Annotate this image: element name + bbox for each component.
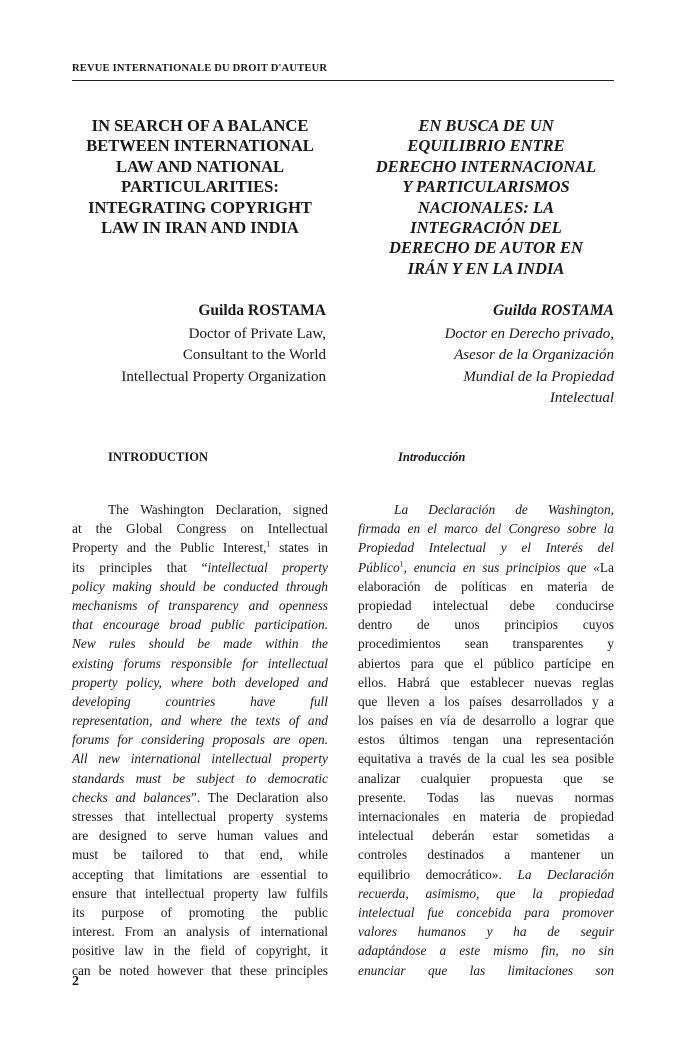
- title-line: IN SEARCH OF A BALANCE: [91, 116, 309, 135]
- title-spanish: [358, 116, 614, 279]
- body-line: abiertos para que el público partícipe en: [358, 655, 614, 671]
- body-text-run: Property and the Public Interest,: [72, 540, 267, 556]
- title-line: IRÁN Y EN LA INDIA: [407, 258, 565, 278]
- title-line: EQUILIBRIO ENTRE: [407, 136, 565, 156]
- body-line: [358, 558, 614, 577]
- title-line: NACIONALES: LA: [417, 197, 555, 217]
- body-line: equitativa a través de la cual les sea posible: [358, 751, 614, 767]
- body-line: its purpose of promoting the public: [72, 904, 328, 920]
- title-line: EN BUSCA DE UN: [418, 116, 554, 135]
- body-line: that encourage broad public participation.: [72, 617, 328, 633]
- body-spanish: [358, 500, 614, 980]
- affiliation-line: Mundial de la Propiedad: [463, 368, 614, 385]
- body-line: are designed to serve human values and: [72, 828, 328, 844]
- author-block-spanish: [358, 300, 614, 410]
- body-line: Propiedad Intelectual y el Interés del: [358, 540, 614, 556]
- body-line: internacionales en materia de propiedad: [358, 809, 614, 824]
- body-line: can be noted however that these principles: [72, 962, 328, 978]
- body-line: at the Global Congress on Intellectual: [72, 521, 328, 537]
- running-head: REVUE INTERNATIONALE DU DROIT D'AUTEUR: [72, 63, 328, 74]
- body-line: los países en vía de desarrollo a lograr que: [358, 713, 614, 729]
- affiliation-line: Doctor of Private Law,: [188, 325, 326, 342]
- section-heading-english: INTRODUCTION: [108, 450, 209, 464]
- quote-text-run: checks and balances: [72, 789, 191, 805]
- body-line: presente. Todas las nuevas normas: [358, 789, 614, 805]
- body-line: valores humanos y ha de seguir: [358, 924, 614, 940]
- body-line: The Washington Declaration, signed: [108, 502, 328, 517]
- body-line: policy making should be conducted through: [72, 578, 328, 594]
- body-text-run: its principles that “: [72, 559, 208, 575]
- body-line: recuerda, asimismo, que la propiedad: [358, 885, 614, 901]
- body-text-run: , enuncia en sus principios que «: [403, 559, 600, 575]
- page-number: 2: [72, 974, 79, 989]
- body-line: ellos. Habrá que establecer nuevas reglas: [358, 674, 614, 690]
- body-line: [72, 558, 328, 577]
- title-line: PARTICULARITIES:: [121, 177, 279, 197]
- author-name: Guilda ROSTAMA: [198, 302, 326, 319]
- author-affiliation: [358, 324, 614, 410]
- author-affiliation: [72, 324, 326, 389]
- body-line: que lleven a los países desarrollados y a: [358, 693, 614, 709]
- body-line: estos últimos tengan una representación: [358, 732, 614, 748]
- body-line: procedimientos sean transparentes y: [358, 636, 614, 652]
- affiliation-line: Asesor de la Organización: [454, 347, 614, 364]
- author-block-english: [72, 300, 326, 388]
- quote-text-run: intellectual property: [207, 559, 328, 575]
- body-line: mechanisms of transparency and openness: [72, 597, 328, 613]
- quote-text-run: La: [599, 559, 614, 575]
- body-line: property policy, where both developed and: [72, 674, 328, 690]
- title-line: LAW AND NATIONAL: [115, 156, 285, 176]
- footnote-ref: 1: [266, 539, 271, 549]
- header-rule: [72, 80, 614, 81]
- title-line: INTEGRATING COPYRIGHT: [88, 197, 312, 217]
- body-text-run: states in: [270, 540, 328, 556]
- body-english: [72, 500, 328, 980]
- body-text-run: La Declaración: [501, 866, 614, 882]
- body-line: forums for considering proposals are open.: [72, 732, 328, 748]
- affiliation-line: Intelectual: [549, 390, 614, 407]
- body-line: must be tailored to that end, while: [72, 847, 328, 863]
- body-line: enunciar que las limitaciones son: [358, 962, 614, 978]
- body-line: firmada en el marco del Congreso sobre la: [358, 521, 614, 537]
- body-line: propiedad intelectual debe conducirse: [358, 597, 614, 613]
- body-line: intelectual deberán estar sometidas a: [358, 828, 614, 844]
- title-line: LAW IN IRAN AND INDIA: [101, 218, 299, 238]
- body-line: New rules should be made within the: [72, 636, 328, 652]
- body-line: adaptándose a este mismo fin, no sin: [358, 943, 614, 959]
- title-line: DERECHO INTERNACIONAL: [375, 156, 597, 176]
- body-text-run: ”. The Declaration also: [190, 789, 329, 805]
- body-line: analizar cualquier propuesta que se: [358, 770, 614, 786]
- body-text-run: equilibrio democrático».: [358, 866, 502, 882]
- body-line: stresses that intellectual property systems: [72, 809, 328, 824]
- section-heading-spanish: Introducción: [398, 450, 466, 464]
- body-line: elaboración de políticas en materia de: [358, 578, 614, 594]
- body-text-run: Público: [358, 559, 400, 575]
- body-line: controles destinados a mantener un: [358, 847, 614, 863]
- body-line: [358, 865, 614, 884]
- title-line: INTEGRACIÓN DEL: [410, 218, 562, 238]
- body-line: developing countries have full: [72, 693, 328, 709]
- footnote-ref: 1: [399, 559, 404, 569]
- body-line: All new international intellectual property: [72, 751, 328, 767]
- body-line: dentro de unos principios cuyos: [358, 617, 614, 633]
- body-line: interest. From an analysis of international: [72, 924, 328, 940]
- body-line: La Declaración de Washington,: [394, 502, 614, 517]
- title-line: BETWEEN INTERNATIONAL: [86, 136, 314, 156]
- body-line: [72, 538, 328, 557]
- title-line: Y PARTICULARISMOS: [402, 177, 570, 197]
- body-line: standards must be subject to democratic: [72, 770, 328, 786]
- title-english: [72, 116, 328, 238]
- body-line: positive law in the field of copyright, it: [72, 943, 328, 959]
- title-line: DERECHO DE AUTOR EN: [389, 238, 583, 258]
- affiliation-line: Intellectual Property Organization: [121, 368, 326, 385]
- body-line: existing forums responsible for intellectual: [72, 655, 328, 671]
- author-name: Guilda ROSTAMA: [492, 302, 614, 319]
- body-line: accepting that limitations are essential to: [72, 866, 328, 882]
- affiliation-line: Consultant to the World: [182, 347, 326, 364]
- body-line: ensure that intellectual property law fulfils: [72, 885, 328, 901]
- body-line: intelectual fue concebida para promover: [358, 904, 614, 920]
- affiliation-line: Doctor en Derecho privado,: [444, 325, 614, 342]
- body-line: [72, 788, 328, 807]
- body-line: representation, and where the texts of and: [72, 713, 328, 729]
